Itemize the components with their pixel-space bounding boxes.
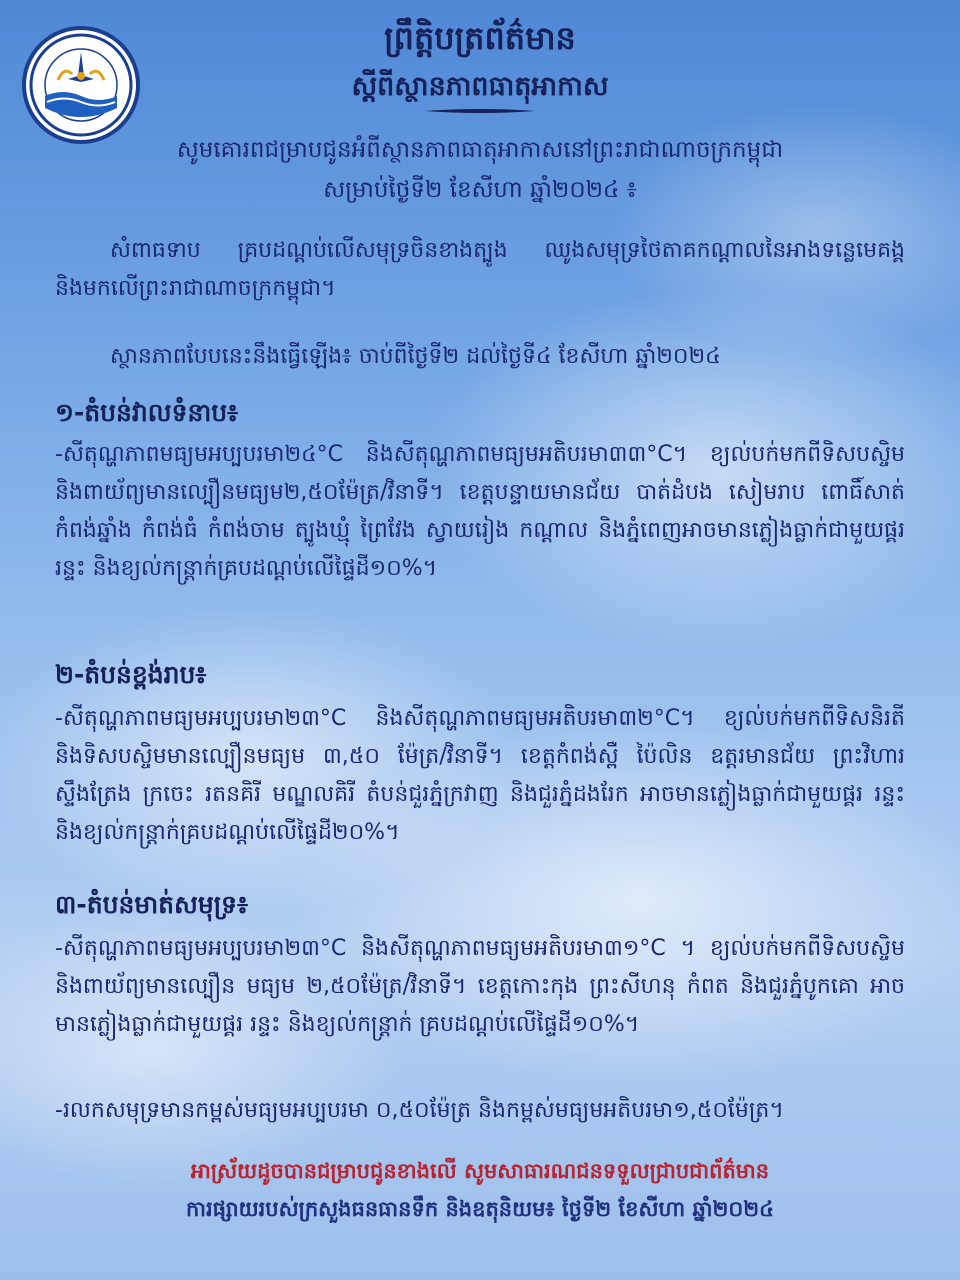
- region-heading-plains: ១-តំបន់វាលទំនាប៖: [55, 398, 239, 427]
- bulletin-subtitle: ស្តីពីស្ថានភាពធាតុអាកាស: [351, 71, 609, 102]
- region-text-plateau: -សីតុណ្ហភាពមធ្យមអប្បបរមា២៣°C និងសីតុណ្ហភាពមធ្យមអតិបរមា៣២°C។ ខ្យល់បក់មកពីទិសនិរតី និងទិសបស្ចិមមានល្បឿនមធ្យម ៣,៥០ ម៉ែត្រ/វិនាទី។ ខេត្តកំពង់ស្ពឺ ប៉ៃលិន ឧត្តរមានជ័យ ព្រះវិហារ ស្ទឹងត្រែង ក្រចេះ រតនគិរី មណ្ឌលគិរី តំបន់ជួរភ្នំក្រវាញ និងជួរភ្នំដងរែក អាចមានភ្លៀងធ្លាក់ជាមួយផ្គរ រន្ទះ និងខ្យល់កន្ត្រាក់គ្របដណ្តប់លើផ្ទៃដី២០%។: [55, 706, 905, 845]
- ornament-divider: [425, 108, 535, 114]
- footer-publisher: ការផ្សាយរបស់ក្រសួងធនធានទឹក និងឧតុនិយម៖ ថ្ងៃទី២ ខែសីហា ឆ្នាំ២០២៤: [186, 1197, 774, 1221]
- footer-notice: អាស្រ័យដូចបានជម្រាបជូនខាងលើ សូមសាធារណជនទទួលជ្រាបជាព័ត៌មាន: [190, 1159, 770, 1183]
- validity-paragraph: ស្ថានភាពបែបនេះនឹងធ្វើឡើង៖ ចាប់ពីថ្ងៃទី២ ដល់ថ្ងៃទី៤ ខែសីហា ឆ្នាំ២០២៤: [110, 344, 721, 369]
- region-text-coastal: -សីតុណ្ហភាពមធ្យមអប្បបរមា២៣°C និងសីតុណ្ហភាពមធ្យមអតិបរមា៣១°C ។ ខ្យល់បក់មកពីទិសបស្ចិម និងពាយ័ព្យមានល្បឿន មធ្យម ២,៥០ម៉ែត្រ/វិនាទី។ ខេត្តកោះកុង ព្រះសីហនុ កំពត និងជួរភ្នំបូកគោ អាចមានភ្លៀងធ្លាក់ជាមួយផ្គរ រន្ទះ និងខ្យល់កន្ត្រាក់ គ្របដណ្តប់លើផ្ទៃដី១០%។: [55, 936, 905, 1037]
- bulletin-title: ព្រឹត្តិបត្រព័ត៌មាន: [384, 19, 576, 57]
- region-text-plains: -សីតុណ្ហភាពមធ្យមអប្បបរមា២៤°C និងសីតុណ្ហភាពមធ្យមអតិបរមា៣៣°C។ ខ្យល់បក់មកពីទិសបស្ចិម និងពាយ័ព្យមានល្បឿនមធ្យម២,៥០ម៉ែត្រ/វិនាទី។ ខេត្តបន្ទាយមានជ័យ បាត់ដំបង សៀមរាប ពោធិ៍សាត់ កំពង់ឆ្នាំង កំពង់ធំ កំពង់ចាម ត្បូងឃ្មុំ ព្រៃវែង ស្វាយរៀង កណ្តាល និងភ្នំពេញអាចមានភ្លៀងធ្លាក់ជាមួយផ្គររន្ទះ និងខ្យល់កន្ត្រាក់គ្របដណ្តប់លើផ្ទៃដី១០%។: [55, 442, 905, 581]
- region-heading-plateau: ២-តំបន់ខ្ពង់រាប៖: [55, 660, 207, 689]
- wave-height-text: -រលកសមុទ្រមានកម្ពស់មធ្យមអប្បបរមា ០,៥០ម៉ែត្រ និងកម្ពស់មធ្យមអតិបរមា១,៥០ម៉ែត្រ។: [55, 1098, 784, 1123]
- intro-line-2: សម្រាប់ថ្ងៃទី២ ខែសីហា ឆ្នាំ២០២៤ ៖: [323, 177, 637, 203]
- intro-line-1: សូមគោរពជម្រាបជូនអំពីស្ថានភាពធាតុអាកាសនៅព្រះរាជាណាចក្រកម្ពុជា: [176, 137, 784, 163]
- region-heading-coastal: ៣-តំបន់មាត់សមុទ្រ៖: [55, 890, 248, 919]
- summary-paragraph: សំពាធទាប គ្របដណ្តប់លើសមុទ្រចិនខាងត្បូង ឈូងសមុទ្រថៃតាគកណ្តាលនៃអាងទន្លេមេគង្គ និងមកលើព្រះរាជាណាចក្រកម្ពុជា។: [55, 238, 905, 301]
